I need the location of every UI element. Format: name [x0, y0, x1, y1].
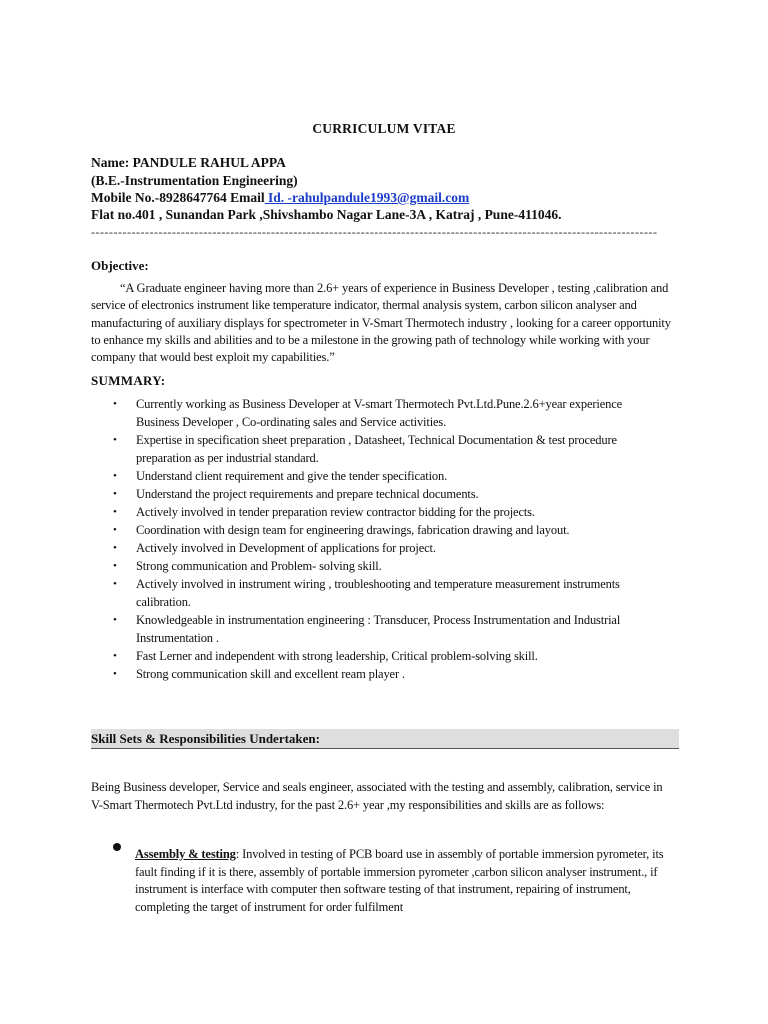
summary-item: • Actively involved in tender preparation review contractor bidding for the projects. [113, 505, 535, 519]
contact-line [91, 190, 469, 206]
mobile-text: Mobile No.-8928647764 Email [91, 190, 265, 205]
bullet-dot-icon [113, 843, 121, 851]
summary-item: • Currently working as Business Developer at V-smart Thermotech Pvt.Ltd.Pune.2.6+year experience Business Developer , Co-ordinating sales and Service activities. [113, 397, 623, 429]
address-line: Flat no.401 , Sunandan Park ,Shivshambo Nagar Lane-3A , Katraj , Pune-411046. [91, 207, 562, 222]
bullet-icon: • [113, 434, 117, 446]
summary-heading: SUMMARY: [91, 373, 166, 388]
summary-item: • Expertise in specification sheet preparation , Datasheet, Technical Documentation & test procedure preparation as per industrial standard. [113, 433, 617, 465]
objective-text: “A Graduate engineer having more than 2.6+ years of experience in Business Developer , testing ,calibration and service of electronics instrument like temperature indicator, thermal analysis system, carbon silicon analyser and manufacturing of auxiliary displays for spectrometer in V-Smart Thermotech industry , looking for a career opportunity to enhance my skills and abilities and to be a milestone in the growing path of technology while working with your company that would best exploit my capabilities.” [91, 281, 671, 365]
skills-section-header [91, 729, 679, 749]
skills-heading: Skill Sets & Responsibilities Undertaken: [91, 731, 320, 746]
bullet-icon: • [113, 398, 117, 410]
separator-line: ------------------------------------------------------------------------------------------------------------------------------ [91, 225, 658, 239]
summary-item: • Actively involved in instrument wiring , troubleshooting and temperature measurement instruments calibration. [113, 577, 620, 609]
summary-list [91, 395, 651, 683]
bullet-icon: • [113, 650, 117, 662]
email-link[interactable]: Id. -rahulpandule1993@gmail.com [264, 190, 470, 205]
bullet-icon: • [113, 524, 117, 536]
assembly-label: Assembly & testing [135, 847, 236, 861]
bullet-icon: • [113, 614, 117, 626]
bullet-icon: • [113, 578, 117, 590]
summary-item: • Knowledgeable in instrumentation engineering : Transducer, Process Instrumentation and Industrial Instrumentation . [113, 613, 621, 645]
bullet-icon: • [113, 506, 117, 518]
document-title: CURRICULUM VITAE [312, 121, 456, 136]
summary-item: • Understand client requirement and give the tender specification. [113, 469, 448, 483]
objective-heading: Objective: [91, 258, 149, 273]
bullet-icon: • [113, 470, 117, 482]
summary-item: • Strong communication and Problem- solving skill. [113, 559, 382, 573]
summary-item: • Actively involved in Development of applications for project. [113, 541, 436, 555]
degree-line: (B.E.-Instrumentation Engineering) [91, 173, 298, 188]
name-line: Name: PANDULE RAHUL APPA [91, 155, 286, 170]
bullet-icon: • [113, 542, 117, 554]
summary-item: • Understand the project requirements and prepare technical documents. [113, 487, 479, 501]
assembly-testing-item [135, 846, 680, 916]
bullet-icon: • [113, 488, 117, 500]
bullet-icon: • [113, 560, 117, 572]
bullet-icon: • [113, 668, 117, 680]
summary-item: • Coordination with design team for engineering drawings, fabrication drawing and layout. [113, 523, 570, 537]
assembly-text: : Involved in testing of PCB board use in assembly of portable immersion pyrometer, its fault finding if it is there, assembly of portable immersion pyrometer ,carbon silicon analyser instrument., if instrument is interface with computer then software testing of that instrument, repairing of instrument, completing the target of instrument for order fulfilment [135, 847, 664, 914]
summary-item: • Strong communication skill and excellent ream player . [113, 667, 405, 681]
summary-item: • Fast Lerner and independent with strong leadership, Critical problem-solving skill. [113, 649, 538, 663]
skills-intro-text: Being Business developer, Service and seals engineer, associated with the testing and assembly, calibration, service in V-Smart Thermotech Pvt.Ltd industry, for the past 2.6+ year ,my responsibilities and skills are as follows: [91, 780, 663, 812]
